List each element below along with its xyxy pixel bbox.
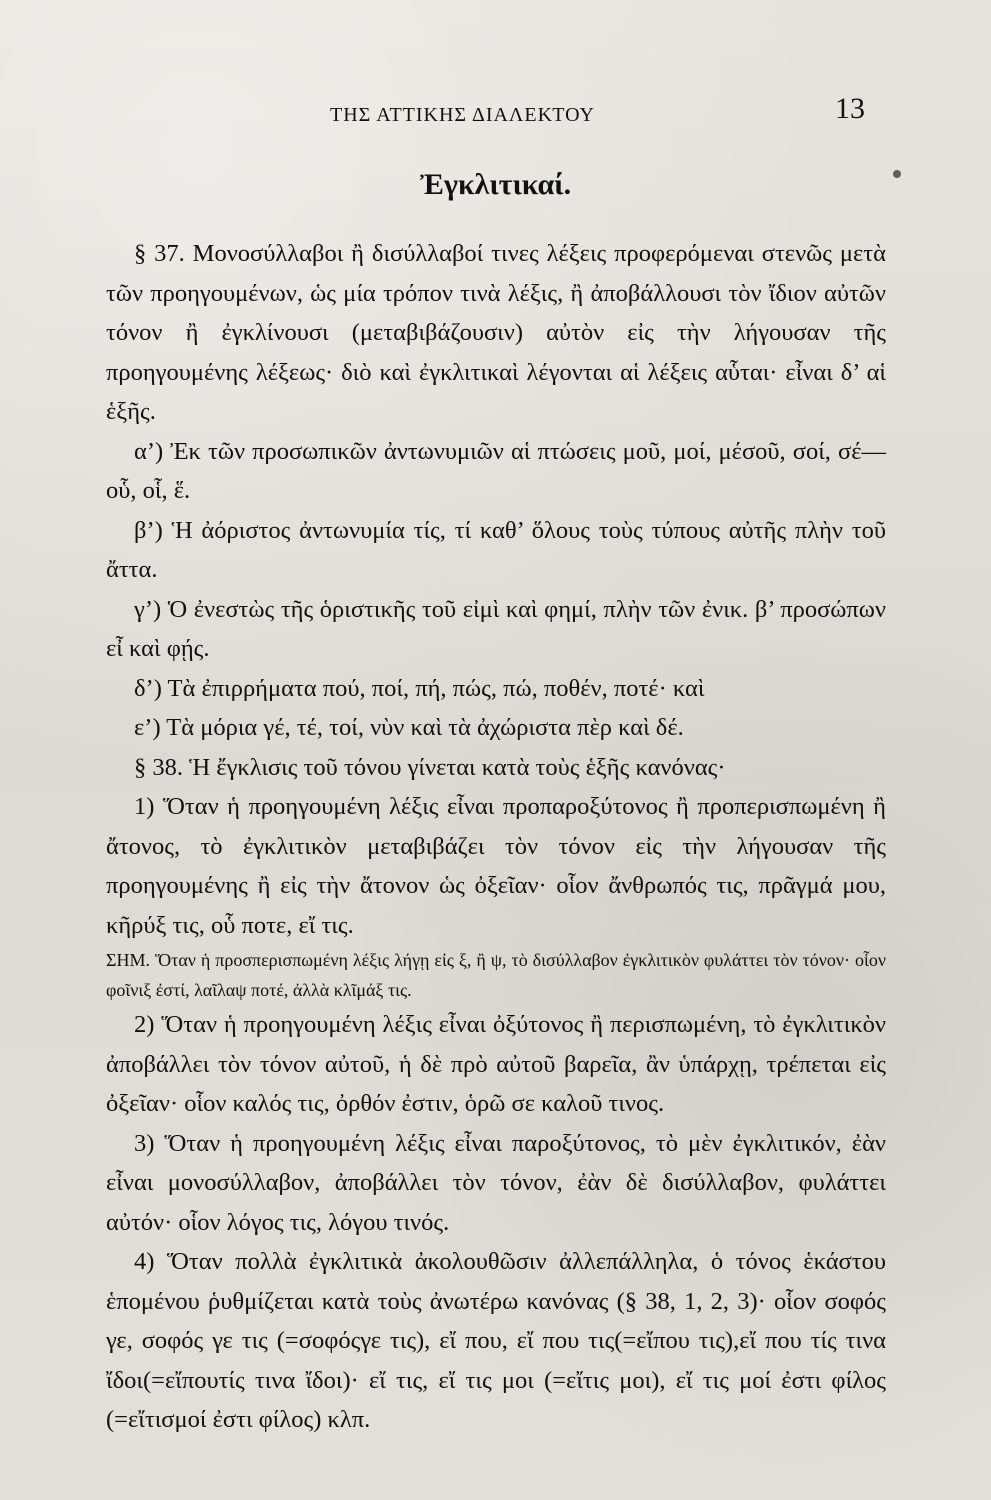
running-title: ΤΗΣ ΑΤΤΙΚΗΣ ΔΙΑΛΕΚΤΟΥ	[330, 104, 595, 126]
section-title: Ἐγκλιτικαί.	[419, 168, 572, 201]
rule-3: 3) Ὅταν ἡ προηγουμένη λέξις εἶναι παροξύτονος, τὸ μὲν ἐγκλιτικόν, ἐὰν εἶναι μονοσύλλαβον, ἀποβάλλει τὸν τόνον, ἐὰν δὲ δισύλλαβον, φυλάττει αὐτόν· οἷον λόγος τις, λόγου τινός.	[106, 1129, 886, 1236]
paragraph-g: γ’) Ὁ ἐνεστὼς τῆς ὁριστικῆς τοῦ εἰμὶ καὶ φημί, πλὴν τῶν ἐνικ. β’ προσώπων εἶ καὶ φῄς.	[106, 595, 886, 662]
paragraph-e: ε’) Τὰ μόρια γέ, τέ, τοί, νὺν καὶ τὰ ἀχώριστα πὲρ καὶ δέ.	[134, 714, 684, 741]
rule-4: 4) Ὅταν πολλὰ ἐγκλιτικὰ ἀκολουθῶσιν ἀλλεπάλληλα, ὁ τόνος ἑκάστου ἑπομένου ῥυθμίζεται κατὰ τοὺς ἀνωτέρω κανόνας (§ 38, 1, 2, 3)· οἷον σοφός γε, σοφός γε τις (=σοφόςγε τις), εἴ που, εἴ που τις(=εἴπου τις),εἴ που τίς τινα ἴδοι(=εἴπουτίς τινα ἴδοι)· εἴ τις, εἴ τις μοι (=εἴτις μοι), εἴ τις μοί ἐστι φίλος (=εἴτισμοί ἐστι φίλος) κλπ.	[106, 1248, 886, 1433]
paragraph-a: α’) Ἐκ τῶν προσωπικῶν ἀντωνυμιῶν αἱ πτώσεις μοῦ, μοί, μέσοῦ, σοί, σέ—οὗ, οἷ, ἕ.	[106, 437, 886, 504]
paragraph-38: § 38. Ἡ ἔγκλισις τοῦ τόνου γίνεται κατὰ τοὺς ἑξῆς κανόνας·	[134, 753, 726, 781]
paragraph-b: β’) Ἡ ἀόριστος ἀντωνυμία τίς, τί καθ’ ὅλους τοὺς τύπους αὐτῆς πλὴν τοῦ ἄττα.	[106, 516, 886, 583]
rule-1: 1) Ὅταν ἡ προηγουμένη λέξις εἶναι προπαροξύτονος ἢ προπερισπωμένη ἢ ἄτονος, τὸ ἐγκλιτικὸν μεταβιβάζει τὸν τόνον εἰς τὴν λήγουσαν τῆς προηγουμένης ἢ εἰς τὴν ἄτονον ὡς ὀξεῖαν· οἷον ἄνθρωπός τις, πρᾶγμά μου, κῆρύξ τις, οὗ ποτε, εἴ τις.	[106, 793, 886, 939]
paragraph-37: § 37. Μονοσύλλαβοι ἢ δισύλλαβοί τινες λέξεις προφερόμεναι στενῶς μετὰ τῶν προηγουμένων, ὡς μία τρόπον τινὰ λέξις, ἢ ἀποβάλλουσι τὸν ἴδιον αὐτῶν τόνον ἢ ἐγκλίνουσι (μεταβιβάζουσιν) αὐτὸν εἰς τὴν λήγουσαν τῆς προηγουμένης λέξεως· διὸ καὶ ἐγκλιτικαὶ λέγονται αἱ λέξεις αὗται· εἶναι δ’ αἱ ἑξῆς.	[106, 240, 886, 425]
note-sem: ΣΗΜ. Ὅταν ἡ προσπερισπωμένη λέξις λήγῃ εἰς ξ, ἢ ψ, τὸ δισύλλαβον ἐγκλιτικὸν φυλάττει τὸν τόνον· οἷον φοῖνιξ ἐστί, λαῖλαψ ποτέ, ἀλλὰ κλῖμάξ τις.	[106, 950, 886, 1000]
page-number: 13	[835, 92, 865, 125]
body-text	[106, 234, 886, 1440]
running-head	[0, 92, 991, 136]
paragraph-d: δ’) Τὰ ἐπιρρήματα πού, ποί, πή, πώς, πώ, ποθέν, ποτέ· καὶ	[134, 674, 705, 702]
rule-2: 2) Ὅταν ἡ προηγουμένη λέξις εἶναι ὀξύτονος ἢ περισπωμένη, τὸ ἐγκλιτικὸν ἀποβάλλει τὸν τόνον αὐτοῦ, ἡ δὲ πρὸ αὐτοῦ βαρεῖα, ἂν ὑπάρχῃ, τρέπεται εἰς ὀξεῖαν· οἷον καλός τις, ὀρθόν ἐστιν, ὁρῶ σε καλοῦ τινος.	[106, 1011, 886, 1117]
